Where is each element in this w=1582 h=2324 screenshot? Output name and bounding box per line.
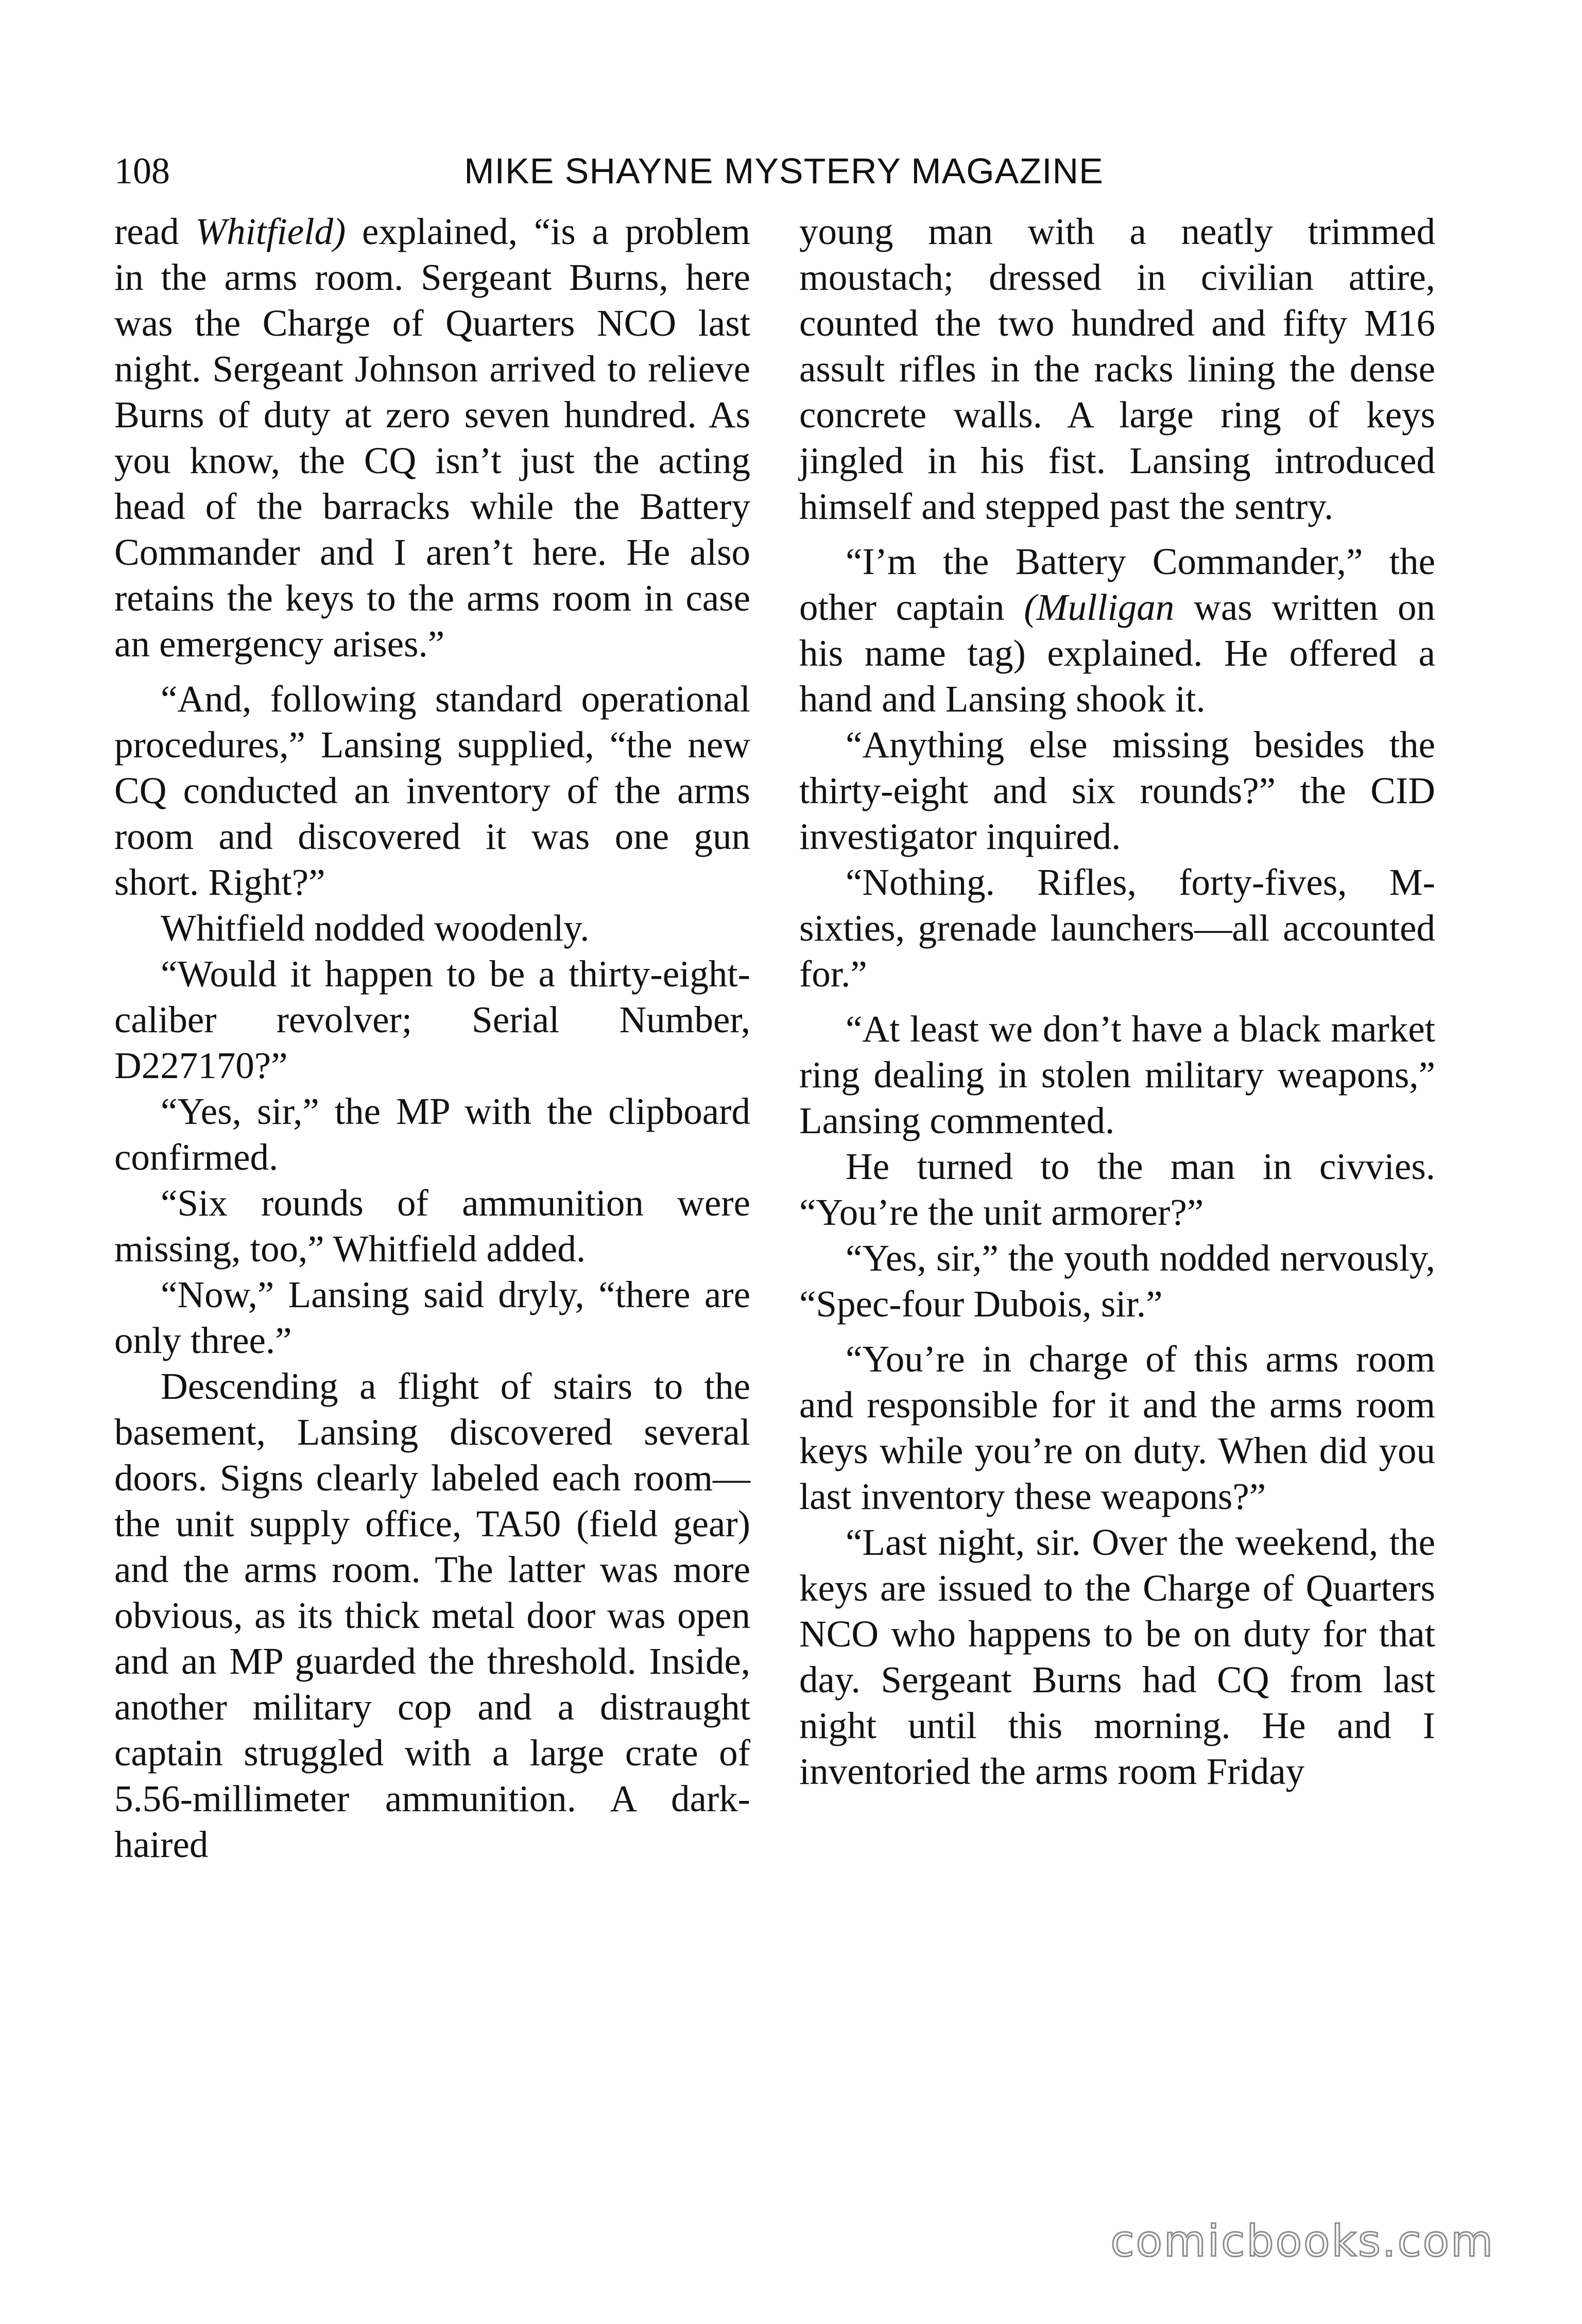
site-watermark: comicbooks.com (1110, 2216, 1494, 2266)
paragraph: “Yes, sir,” the MP with the clipboard confirmed. (114, 1090, 750, 1178)
italic-text: (Mulligan (1024, 586, 1175, 628)
page-number: 108 (114, 150, 170, 192)
paragraph: “And, following standard operational procedures,” Lansing supplied, “the new CQ conducted an inventory of the arms room and discovered it was one gun short. Right?” (114, 678, 750, 903)
left-column (114, 209, 750, 1867)
paragraph: “Yes, sir,” the youth nodded nervously, “Spec-four Dubois, sir.” (799, 1237, 1435, 1325)
right-column (799, 209, 1435, 1794)
paragraph: “You’re in charge of this arms room and responsible for it and the arms room keys while you’re on duty. When did you last inventory these weapons?” (799, 1338, 1435, 1517)
paragraph: “Nothing. Rifles, forty-fives, M-sixties, grenade launchers—all accounted for.” (799, 861, 1435, 995)
paragraph: “I’m the Battery Commander,” the other captain (Mulligan was written on his name tag) explained. He offered a hand and Lansing shook it. (799, 541, 1435, 720)
paragraph: Whitfield nodded woodenly. (161, 907, 590, 949)
italic-text: Whitfield) (195, 211, 346, 252)
paragraph: “Would it happen to be a thirty-eight-caliber revolver; Serial Number, D227170?” (114, 953, 750, 1086)
paragraph: young man with a neatly trimmed moustach; dressed in civilian attire, counted the two hundred and fifty M16 assult rifles in the racks lining the dense concrete walls. A large ring of keys jingled in his fist. Lansing introduced himself and stepped past the sentry. (799, 211, 1435, 527)
paragraph: read Whitfield) explained, “is a problem in the arms room. Sergeant Burns, here was the Charge of Quarters NCO last night. Sergeant Johnson arrived to relieve Burns of duty at zero seven hundred. As you know, the CQ isn’t just the acting head of the barracks while the Battery Commander and I aren’t here. He also retains the keys to the arms room in case an emergency arises.” (114, 211, 750, 665)
paragraph: He turned to the man in civvies. “You’re the unit armorer?” (799, 1146, 1435, 1233)
running-title: MIKE SHAYNE MYSTERY MAGAZINE (464, 151, 1104, 191)
paragraph: “Anything else missing besides the thirty-eight and six rounds?” the CID investigator inquired. (799, 724, 1435, 857)
paragraph: “Six rounds of ammunition were missing, too,” Whitfield added. (114, 1182, 750, 1270)
paragraph: “Now,” Lansing said dryly, “there are only three.” (114, 1274, 750, 1361)
page-header (114, 145, 1453, 197)
paragraph: Descending a flight of stairs to the basement, Lansing discovered several doors. Signs clearly labeled each room—the unit supply office, TA50 (field gear) and the arms room. The latter was more obvious, as its thick metal door was open and an MP guarded the threshold. Inside, another military cop and a distraught captain struggled with a large crate of 5.56-millimeter ammunition. A dark-haired (114, 1365, 750, 1865)
paragraph: “At least we don’t have a black market ring dealing in stolen military weapons,” Lansing commented. (799, 1008, 1435, 1141)
paragraph: “Last night, sir. Over the weekend, the keys are issued to the Charge of Quarters NCO who happens to be on duty for that day. Sergeant Burns had CQ from last night until this morning. He and I inventoried the arms room Friday (799, 1521, 1435, 1792)
